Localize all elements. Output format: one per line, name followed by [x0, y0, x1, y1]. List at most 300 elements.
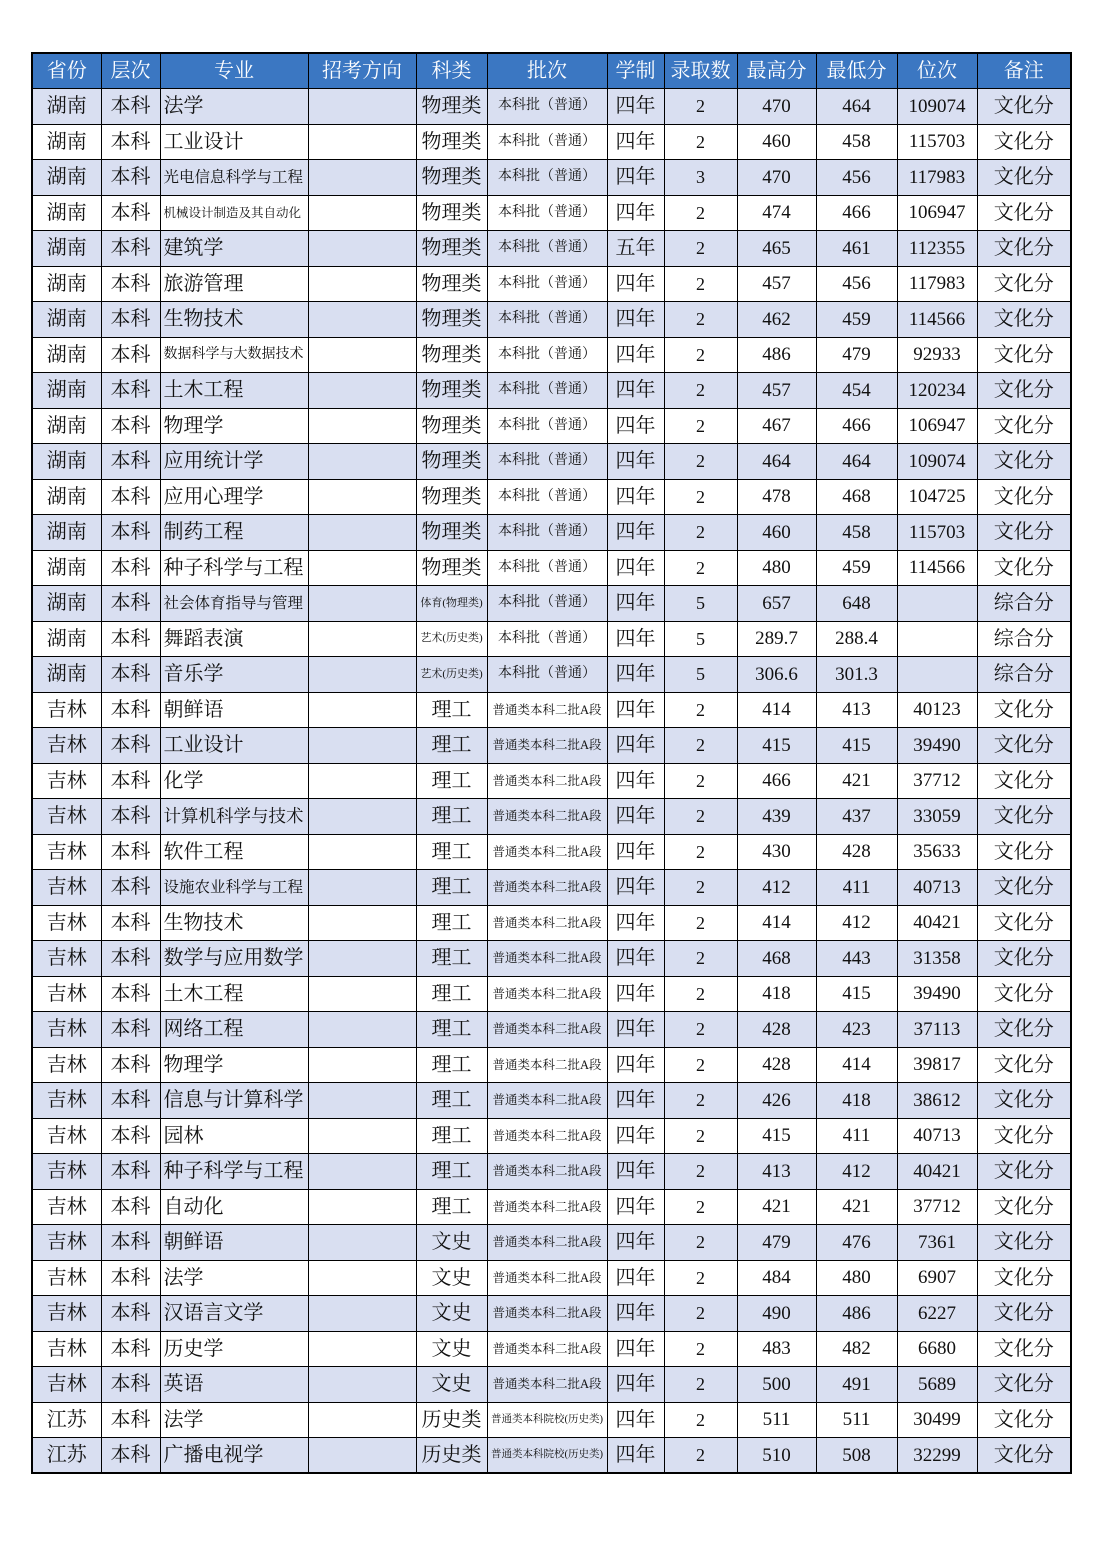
cell-note [977, 89, 1071, 125]
cell-min-score [816, 941, 897, 977]
cell-duration [607, 799, 664, 835]
cell-text: 文化分 [993, 166, 1054, 189]
cell-admitted [664, 1118, 737, 1154]
cell-direction [308, 799, 416, 835]
cell-text: 本科 [110, 201, 151, 224]
cell-batch [487, 550, 607, 586]
cell-max-score [737, 657, 816, 693]
cell-max-score [737, 1260, 816, 1296]
cell-major [160, 373, 308, 409]
cell-province [32, 1189, 101, 1225]
cell-text: 2 [696, 557, 705, 578]
cell-text: 466 [842, 202, 871, 224]
cell-text: 文化分 [993, 1089, 1054, 1112]
cell-rank [897, 1118, 977, 1154]
cell-category [416, 692, 487, 728]
cell-category [416, 124, 487, 160]
cell-level [101, 1438, 160, 1474]
cell-duration [607, 1225, 664, 1261]
cell-text: 39817 [913, 1054, 961, 1076]
cell-direction [308, 1154, 416, 1190]
cell-admitted [664, 408, 737, 444]
cell-duration [607, 1331, 664, 1367]
cell-text: 421 [842, 770, 871, 792]
cell-text: 38612 [913, 1089, 961, 1111]
cell-text: 415 [842, 983, 871, 1005]
cell-text: 湖南 [46, 95, 87, 118]
cell-max-score [737, 479, 816, 515]
cell-text: 文化分 [993, 414, 1054, 437]
cell-level [101, 515, 160, 551]
table-row [32, 692, 1071, 728]
cell-text: 本科 [110, 876, 151, 899]
cell-category [416, 1296, 487, 1332]
cell-batch [487, 905, 607, 941]
cell-level [101, 231, 160, 267]
cell-text: 普通类本科二批A段 [492, 915, 602, 930]
cell-text: 吉林 [46, 769, 87, 792]
cell-max-score [737, 89, 816, 125]
cell-text: 115703 [908, 131, 966, 153]
cell-rank [897, 1402, 977, 1438]
cell-category [416, 1012, 487, 1048]
cell-duration [607, 1118, 664, 1154]
cell-text: 39490 [913, 734, 961, 756]
cell-category [416, 266, 487, 302]
cell-province [32, 586, 101, 622]
cell-major [160, 692, 308, 728]
cell-text: 2 [696, 1196, 705, 1217]
cell-text: 2 [696, 1267, 705, 1288]
cell-text: 491 [842, 1373, 871, 1395]
cell-text: 2 [696, 699, 705, 720]
cell-text: 理工 [431, 1124, 472, 1147]
cell-text: 种子科学与工程 [163, 556, 304, 579]
cell-max-score [737, 1438, 816, 1474]
cell-text: 428 [762, 1018, 791, 1040]
cell-text: 物理类 [421, 308, 482, 331]
cell-max-score [737, 763, 816, 799]
cell-duration [607, 1402, 664, 1438]
cell-note [977, 231, 1071, 267]
cell-text: 40123 [913, 699, 961, 721]
cell-min-score [816, 160, 897, 196]
cell-duration [607, 1296, 664, 1332]
cell-province [32, 1154, 101, 1190]
cell-text: 文化分 [993, 805, 1054, 828]
cell-text: 418 [842, 1089, 871, 1111]
cell-duration [607, 870, 664, 906]
cell-level [101, 337, 160, 373]
cell-rank [897, 124, 977, 160]
table-row [32, 1154, 1071, 1190]
cell-text: 文化分 [993, 1444, 1054, 1466]
cell-text: 413 [762, 1160, 791, 1182]
cell-text: 光电信息科学与工程 [163, 168, 304, 186]
cell-direction [308, 1260, 416, 1296]
cell-text: 40421 [913, 1160, 961, 1182]
cell-note [977, 657, 1071, 693]
cell-text: 本科 [110, 663, 151, 686]
header-major: 专业 [160, 53, 308, 89]
cell-text: 四年 [615, 663, 656, 686]
cell-admitted [664, 266, 737, 302]
cell-min-score [816, 976, 897, 1012]
cell-batch [487, 373, 607, 409]
cell-text: 本科批（普通） [498, 133, 596, 149]
cell-category [416, 976, 487, 1012]
cell-level [101, 124, 160, 160]
cell-direction [308, 870, 416, 906]
cell-text: 本科 [110, 1160, 151, 1183]
cell-text: 511 [842, 1409, 871, 1431]
cell-text: 四年 [615, 450, 656, 473]
cell-text: 文化分 [993, 343, 1054, 366]
cell-rank [897, 1047, 977, 1083]
cell-duration [607, 1367, 664, 1403]
cell-level [101, 89, 160, 125]
cell-text: 湖南 [46, 379, 87, 402]
cell-text: 120234 [908, 379, 966, 401]
cell-text: 四年 [615, 1053, 656, 1076]
cell-batch [487, 195, 607, 231]
cell-text: 37712 [913, 1196, 961, 1218]
cell-duration [607, 1047, 664, 1083]
cell-province [32, 124, 101, 160]
cell-text: 应用统计学 [163, 450, 264, 473]
cell-text: 本科 [110, 805, 151, 828]
cell-direction [308, 1296, 416, 1332]
cell-min-score [816, 1367, 897, 1403]
cell-max-score [737, 1402, 816, 1438]
cell-text: 文化分 [993, 201, 1054, 224]
table-row [32, 337, 1071, 373]
cell-admitted [664, 1438, 737, 1474]
cell-text: 3 [696, 167, 705, 188]
table-row [32, 1083, 1071, 1119]
cell-text: 文化分 [993, 947, 1054, 970]
cell-category [416, 231, 487, 267]
cell-min-score [816, 550, 897, 586]
cell-text: 数据科学与大数据技术 [163, 346, 304, 362]
table-row [32, 408, 1071, 444]
cell-admitted [664, 1260, 737, 1296]
cell-min-score [816, 1402, 897, 1438]
cell-text: 117983 [908, 166, 966, 188]
cell-batch [487, 1012, 607, 1048]
cell-text: 设施农业科学与工程 [163, 878, 304, 896]
cell-rank [897, 444, 977, 480]
cell-duration [607, 479, 664, 515]
cell-category [416, 799, 487, 835]
cell-text: 461 [842, 237, 871, 259]
cell-batch [487, 1189, 607, 1225]
cell-text: 2 [696, 1374, 705, 1395]
cell-text: 466 [842, 415, 871, 437]
cell-note [977, 124, 1071, 160]
cell-text: 106947 [908, 415, 966, 437]
cell-text: 文化分 [993, 769, 1054, 792]
cell-text: 306.6 [755, 663, 798, 685]
cell-direction [308, 195, 416, 231]
cell-major [160, 728, 308, 764]
cell-major [160, 1083, 308, 1119]
cell-text: 414 [842, 1054, 871, 1076]
cell-direction [308, 1438, 416, 1474]
cell-category [416, 302, 487, 338]
cell-rank [897, 515, 977, 551]
cell-text: 本科 [110, 450, 151, 473]
cell-province [32, 1260, 101, 1296]
cell-category [416, 621, 487, 657]
cell-text: 物理类 [421, 485, 482, 508]
cell-text: 综合分 [993, 592, 1054, 615]
cell-text: 湖南 [46, 521, 87, 544]
table-row [32, 1438, 1071, 1474]
cell-note [977, 976, 1071, 1012]
cell-text: 460 [762, 131, 791, 153]
cell-batch [487, 444, 607, 480]
cell-text: 四年 [615, 698, 656, 721]
cell-note [977, 1154, 1071, 1190]
cell-note [977, 302, 1071, 338]
cell-text: 种子科学与工程 [163, 1160, 304, 1183]
cell-major [160, 408, 308, 444]
cell-level [101, 1225, 160, 1261]
cell-level [101, 1083, 160, 1119]
cell-text: 本科 [110, 1337, 151, 1360]
cell-direction [308, 444, 416, 480]
cell-min-score [816, 337, 897, 373]
cell-max-score [737, 1154, 816, 1190]
cell-text: 物理学 [163, 414, 224, 437]
cell-min-score [816, 124, 897, 160]
cell-text: 物理学 [163, 1053, 224, 1076]
cell-admitted [664, 1012, 737, 1048]
cell-rank [897, 302, 977, 338]
cell-max-score [737, 1225, 816, 1261]
cell-major [160, 479, 308, 515]
cell-admitted [664, 373, 737, 409]
cell-batch [487, 1154, 607, 1190]
cell-text: 四年 [615, 805, 656, 828]
cell-text: 软件工程 [163, 840, 244, 863]
cell-min-score [816, 195, 897, 231]
cell-text: 吉林 [46, 947, 87, 970]
cell-text: 四年 [615, 414, 656, 437]
cell-text: 建筑学 [163, 237, 224, 260]
cell-major [160, 976, 308, 1012]
cell-admitted [664, 763, 737, 799]
cell-text: 412 [762, 876, 791, 898]
cell-text: 本科批（普通） [498, 275, 596, 291]
cell-text: 吉林 [46, 876, 87, 899]
cell-province [32, 1367, 101, 1403]
table-row [32, 515, 1071, 551]
cell-text: 415 [762, 1125, 791, 1147]
cell-direction [308, 586, 416, 622]
cell-rank [897, 337, 977, 373]
cell-text: 本科批（普通） [498, 204, 596, 220]
cell-note [977, 1260, 1071, 1296]
cell-text: 7361 [918, 1231, 956, 1253]
cell-text: 文化分 [993, 485, 1054, 508]
cell-batch [487, 941, 607, 977]
cell-province [32, 941, 101, 977]
table-row [32, 905, 1071, 941]
cell-direction [308, 302, 416, 338]
table-row [32, 1260, 1071, 1296]
cell-max-score [737, 586, 816, 622]
cell-direction [308, 657, 416, 693]
header-min-score: 最低分 [816, 53, 897, 89]
cell-text: 四年 [615, 1160, 656, 1183]
table-row [32, 976, 1071, 1012]
cell-direction [308, 124, 416, 160]
cell-text: 普通类本科二批A段 [492, 773, 602, 788]
cell-category [416, 763, 487, 799]
cell-duration [607, 692, 664, 728]
cell-batch [487, 1047, 607, 1083]
cell-major [160, 905, 308, 941]
cell-batch [487, 124, 607, 160]
cell-province [32, 905, 101, 941]
cell-text: 普通类本科二批A段 [492, 1164, 602, 1178]
cell-note [977, 692, 1071, 728]
cell-text: 历史类 [421, 1408, 482, 1431]
cell-min-score [816, 373, 897, 409]
table-row [32, 941, 1071, 977]
cell-duration [607, 124, 664, 160]
cell-duration [607, 1083, 664, 1119]
table-row [32, 195, 1071, 231]
cell-text: 理工 [431, 1018, 472, 1041]
cell-text: 四年 [615, 1018, 656, 1041]
cell-text: 理工 [431, 876, 472, 899]
cell-admitted [664, 657, 737, 693]
cell-text: 普通类本科二批A段 [492, 844, 602, 859]
cell-direction [308, 408, 416, 444]
cell-text: 本科 [110, 592, 151, 615]
cell-direction [308, 266, 416, 302]
cell-admitted [664, 941, 737, 977]
cell-province [32, 763, 101, 799]
table-row [32, 763, 1071, 799]
cell-text: 文化分 [993, 556, 1054, 579]
cell-direction [308, 1402, 416, 1438]
cell-min-score [816, 1189, 897, 1225]
cell-level [101, 373, 160, 409]
cell-text: 四年 [615, 95, 656, 118]
cell-category [416, 444, 487, 480]
cell-level [101, 834, 160, 870]
cell-text: 439 [762, 805, 791, 827]
table-row [32, 89, 1071, 125]
table-row [32, 479, 1071, 515]
cell-text: 2 [696, 309, 705, 330]
cell-text: 456 [842, 273, 871, 295]
cell-text: 114566 [908, 557, 966, 579]
cell-text: 2 [696, 983, 705, 1004]
cell-text: 四年 [615, 201, 656, 224]
cell-level [101, 266, 160, 302]
cell-duration [607, 444, 664, 480]
cell-text: 湖南 [46, 414, 87, 437]
cell-text: 500 [762, 1373, 791, 1395]
cell-batch [487, 657, 607, 693]
cell-direction [308, 1012, 416, 1048]
cell-batch [487, 834, 607, 870]
cell-text: 426 [762, 1089, 791, 1111]
cell-max-score [737, 160, 816, 196]
cell-province [32, 479, 101, 515]
header-batch: 批次 [487, 53, 607, 89]
cell-text: 社会体育指导与管理 [163, 594, 304, 612]
cell-min-score [816, 231, 897, 267]
cell-text: 普通类本科二批A段 [492, 986, 602, 1001]
cell-direction [308, 160, 416, 196]
table-row [32, 124, 1071, 160]
cell-admitted [664, 1402, 737, 1438]
cell-text: 40713 [913, 1125, 961, 1147]
cell-major [160, 231, 308, 267]
cell-text: 土木工程 [163, 982, 244, 1005]
cell-max-score [737, 1331, 816, 1367]
header-category: 科类 [416, 53, 487, 89]
cell-max-score [737, 1047, 816, 1083]
cell-batch [487, 408, 607, 444]
cell-admitted [664, 1296, 737, 1332]
cell-text: 四年 [615, 1124, 656, 1147]
cell-text: 本科批（普通） [498, 488, 596, 504]
cell-text: 本科 [110, 379, 151, 402]
cell-text: 四年 [615, 1444, 656, 1466]
cell-major [160, 302, 308, 338]
cell-province [32, 408, 101, 444]
cell-text: 443 [842, 947, 871, 969]
cell-text: 湖南 [46, 592, 87, 615]
cell-text: 文史 [431, 1231, 472, 1254]
cell-text: 413 [842, 699, 871, 721]
cell-text: 四年 [615, 1231, 656, 1254]
cell-batch [487, 1331, 607, 1367]
cell-text: 普通类本科二批A段 [492, 1377, 602, 1391]
cell-text: 本科 [110, 627, 151, 650]
cell-text: 普通类本科二批A段 [492, 951, 602, 965]
cell-text: 32299 [913, 1444, 961, 1466]
table-row [32, 799, 1071, 835]
cell-text: 文化分 [993, 1195, 1054, 1218]
cell-batch [487, 337, 607, 373]
cell-text: 理工 [431, 1053, 472, 1076]
cell-text: 112355 [908, 237, 966, 259]
cell-text: 2 [696, 273, 705, 294]
cell-direction [308, 905, 416, 941]
cell-category [416, 870, 487, 906]
cell-note [977, 834, 1071, 870]
cell-text: 吉林 [46, 911, 87, 934]
cell-text: 479 [842, 344, 871, 366]
cell-admitted [664, 550, 737, 586]
cell-text: 2 [696, 806, 705, 827]
cell-text: 文化分 [993, 876, 1054, 899]
cell-category [416, 1083, 487, 1119]
cell-batch [487, 728, 607, 764]
cell-text: 2 [696, 1125, 705, 1146]
cell-major [160, 266, 308, 302]
cell-text: 文化分 [993, 130, 1054, 153]
cell-text: 四年 [615, 1373, 656, 1396]
